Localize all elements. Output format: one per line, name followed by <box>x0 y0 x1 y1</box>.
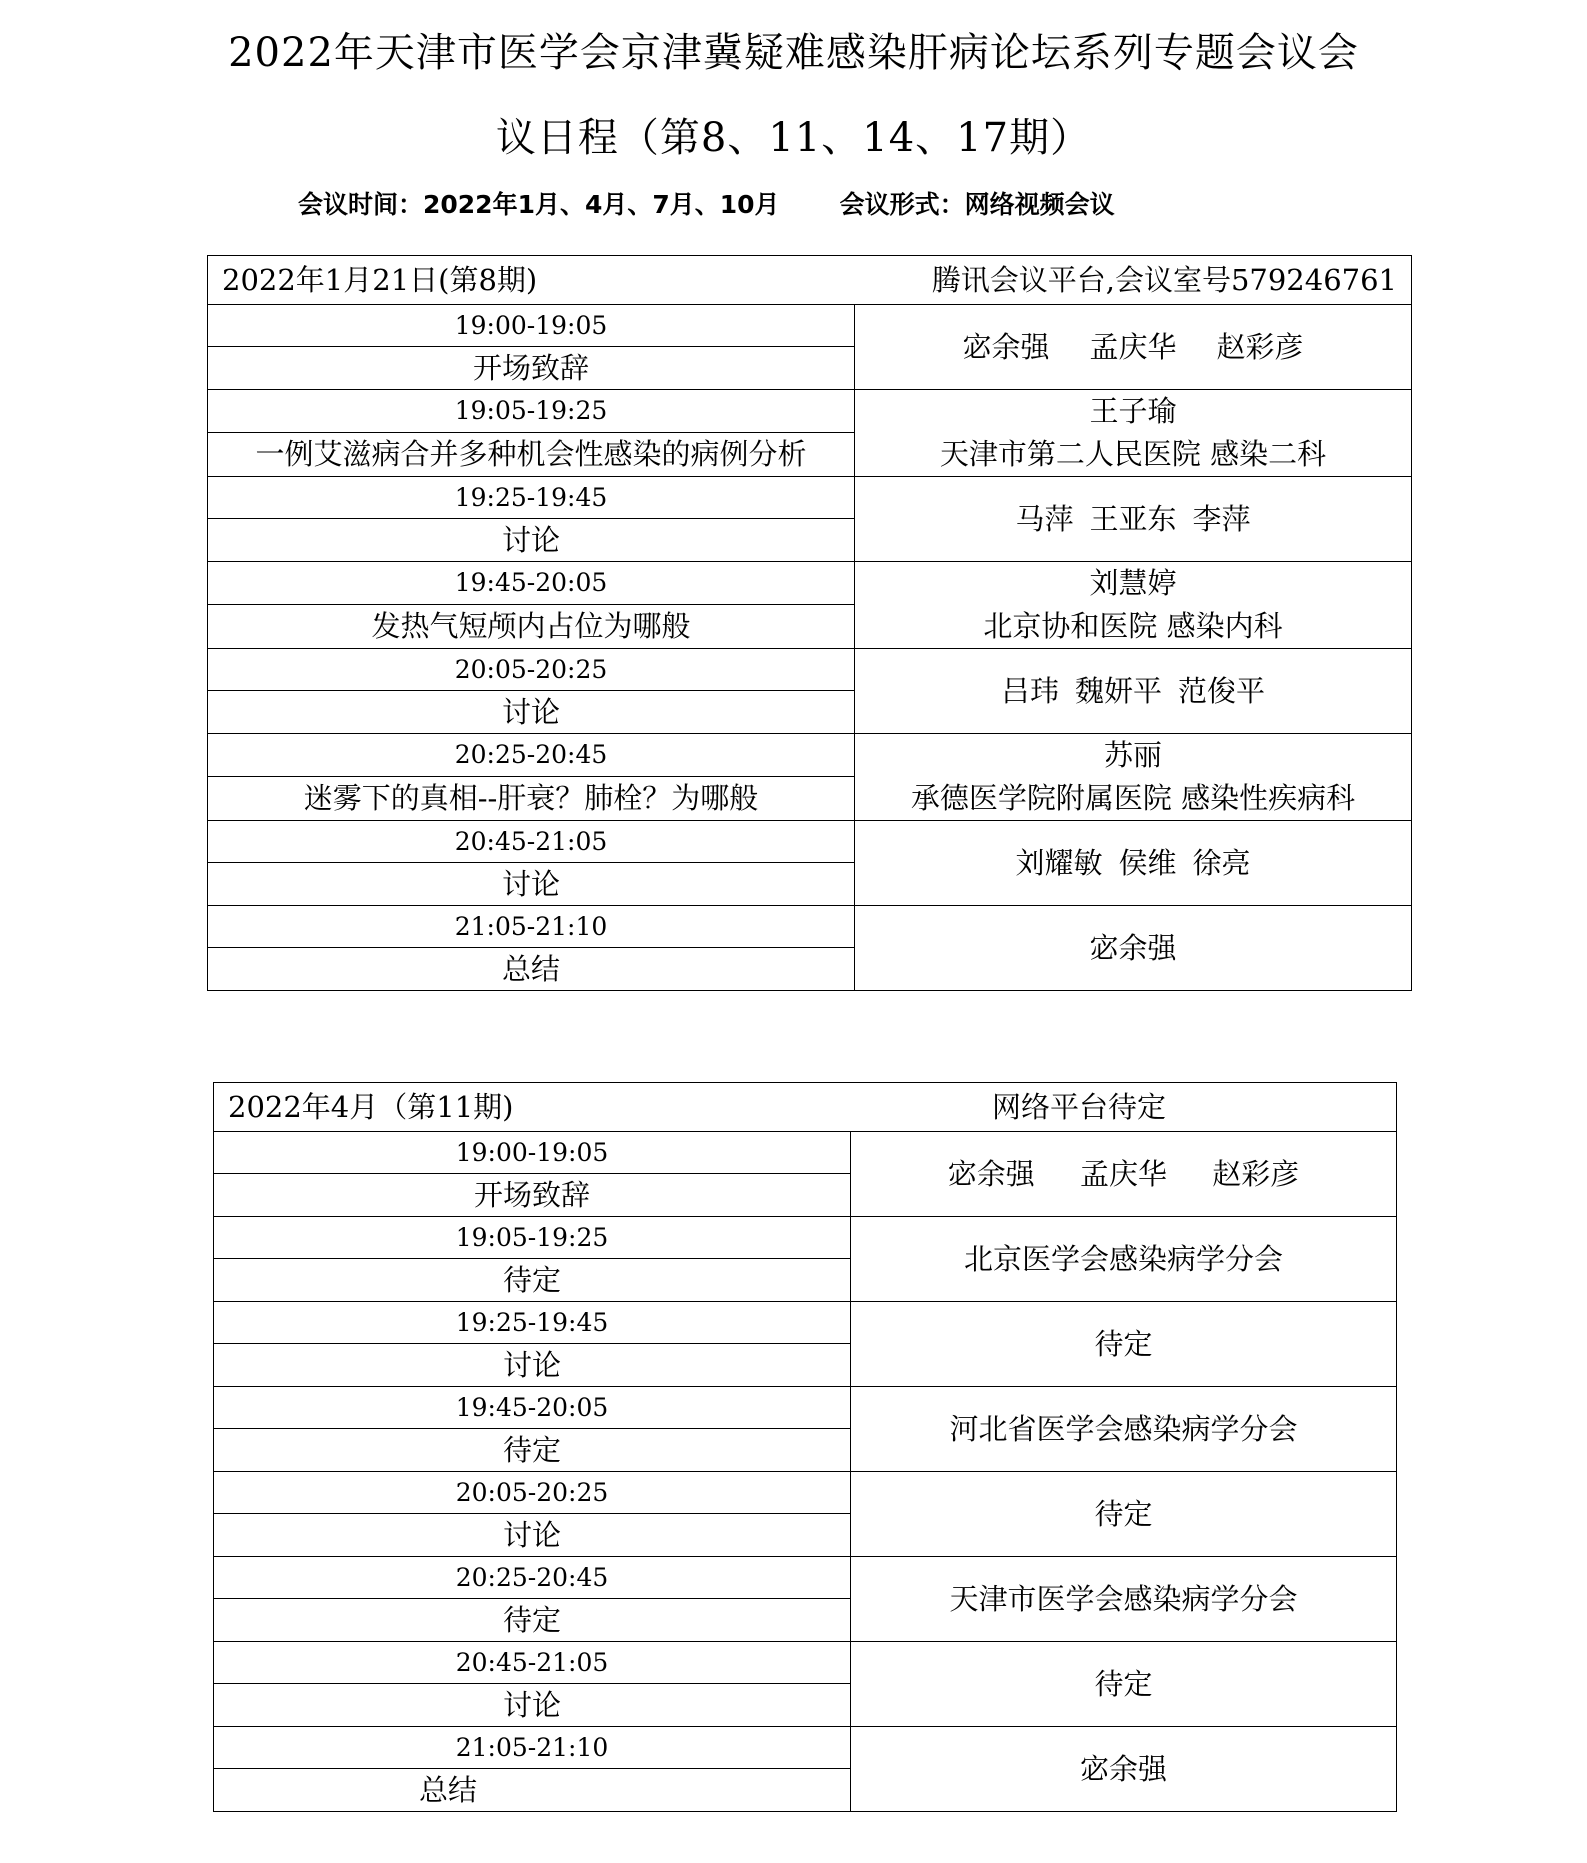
meeting-time: 会议时间：2022年1月、4月、7月、10月 <box>298 190 780 219</box>
page-title-line2: 议日程（第8、11、14、17期） <box>495 115 1092 161</box>
page-title-line1: 2022年天津市医学会京津冀疑难感染肝病论坛系列专题会议会 <box>228 30 1359 76</box>
speaker-affiliation: 天津市第二人民医院 感染二科 <box>939 437 1327 471</box>
speaker-affiliation: 承德医学院附属医院 感染性疾病科 <box>910 781 1356 815</box>
time-cell: 19:05-19:25 <box>208 390 855 433</box>
session8-platform: 腾讯会议平台,会议室号579246761 <box>931 263 1398 297</box>
speaker-name: 李萍 <box>1192 501 1251 536</box>
speaker-name: 王子瑜 <box>1089 394 1177 428</box>
table-row <box>208 649 1412 691</box>
topic-cell: 讨论 <box>214 1344 851 1387</box>
speaker-cell: 河北省医学会感染病学分会 <box>851 1387 1397 1472</box>
topic-cell: 一例艾滋病合并多种机会性感染的病例分析 <box>208 432 855 476</box>
session8-date: 2022年1月21日(第8期) <box>222 263 538 297</box>
time-cell: 20:45-21:05 <box>208 821 855 863</box>
table-row <box>214 1132 1397 1174</box>
topic-cell: 待定 <box>214 1599 851 1642</box>
time-cell: 21:05-21:10 <box>208 906 855 948</box>
speaker-name: 赵彩彦 <box>1216 329 1304 364</box>
session11-date: 2022年4月（第11期) <box>228 1090 514 1124</box>
speaker-name: 侯维 <box>1118 845 1177 880</box>
topic-cell: 迷雾下的真相--肝衰？肺栓？为哪般 <box>208 776 855 820</box>
speaker-cell <box>855 649 1412 734</box>
table-row <box>214 1727 1397 1769</box>
table-row <box>208 562 1412 605</box>
topic-cell: 讨论 <box>208 863 855 906</box>
speaker-name: 徐亮 <box>1192 845 1251 880</box>
time-cell: 19:45-20:05 <box>214 1387 851 1429</box>
time-cell: 19:05-19:25 <box>214 1217 851 1259</box>
speaker-name: 宓余强 <box>1089 930 1177 965</box>
meeting-format: 会议形式：网络视频会议 <box>839 190 1115 219</box>
speaker-cell: 宓余强 孟庆华 赵彩彦 <box>851 1132 1397 1217</box>
topic-cell: 讨论 <box>208 519 855 562</box>
speaker-name: 刘耀敏 <box>1015 845 1103 880</box>
session11-schedule-table <box>213 1082 1397 1812</box>
table-row <box>214 1472 1397 1514</box>
session8-schedule-table <box>207 255 1412 991</box>
session11-platform: 网络平台待定 <box>992 1090 1167 1124</box>
speaker-cell <box>855 477 1412 562</box>
session11-header <box>214 1083 1397 1132</box>
table-row <box>214 1642 1397 1684</box>
speaker-cell <box>855 562 1412 649</box>
table-row <box>214 1217 1397 1259</box>
topic-cell: 讨论 <box>214 1514 851 1557</box>
time-cell: 20:45-21:05 <box>214 1642 851 1684</box>
table-row <box>208 906 1412 948</box>
speaker-name: 刘慧婷 <box>1089 566 1177 600</box>
time-cell: 21:05-21:10 <box>214 1727 851 1769</box>
speaker-name: 范俊平 <box>1178 673 1266 708</box>
topic-cell: 开场致辞 <box>214 1174 851 1217</box>
speaker-cell <box>855 821 1412 906</box>
time-cell: 20:05-20:25 <box>208 649 855 691</box>
topic-cell: 开场致辞 <box>208 347 855 390</box>
topic-cell: 总结 <box>214 1769 851 1812</box>
time-cell: 19:25-19:45 <box>208 477 855 519</box>
time-cell: 19:25-19:45 <box>214 1302 851 1344</box>
topic-cell: 总结 <box>208 948 855 991</box>
speaker-name: 孟庆华 <box>1089 329 1177 364</box>
speaker-cell: 待定 <box>851 1472 1397 1557</box>
meeting-info <box>298 188 1115 222</box>
time-cell: 20:05-20:25 <box>214 1472 851 1514</box>
session8-header <box>208 256 1412 305</box>
speaker-cell: 待定 <box>851 1302 1397 1387</box>
topic-cell: 待定 <box>214 1429 851 1472</box>
speaker-cell: 宓余强 <box>851 1727 1397 1812</box>
topic-cell: 发热气短颅内占位为哪般 <box>208 604 855 648</box>
topic-cell: 待定 <box>214 1259 851 1302</box>
speaker-cell <box>855 906 1412 991</box>
time-cell: 20:25-20:45 <box>214 1557 851 1599</box>
table-row <box>214 1302 1397 1344</box>
time-cell: 19:45-20:05 <box>208 562 855 605</box>
topic-cell: 讨论 <box>214 1684 851 1727</box>
speaker-name: 吕玮 <box>1000 673 1059 708</box>
speaker-cell: 待定 <box>851 1642 1397 1727</box>
speaker-cell <box>855 734 1412 821</box>
speaker-name: 魏妍平 <box>1075 673 1163 708</box>
speaker-cell: 北京医学会感染病学分会 <box>851 1217 1397 1302</box>
speaker-name: 王亚东 <box>1089 501 1177 536</box>
table-row <box>208 734 1412 777</box>
time-cell: 19:00-19:05 <box>208 305 855 347</box>
speaker-affiliation: 北京协和医院 感染内科 <box>983 609 1283 643</box>
table-row <box>208 390 1412 433</box>
table-row <box>208 821 1412 863</box>
table-row <box>208 477 1412 519</box>
speaker-cell <box>855 390 1412 477</box>
speaker-name: 宓余强 <box>962 329 1050 364</box>
speaker-name: 苏丽 <box>1104 738 1163 772</box>
table-row <box>208 305 1412 347</box>
speaker-name: 马萍 <box>1015 501 1074 536</box>
time-cell: 20:25-20:45 <box>208 734 855 777</box>
time-cell: 19:00-19:05 <box>214 1132 851 1174</box>
speaker-cell: 天津市医学会感染病学分会 <box>851 1557 1397 1642</box>
speaker-cell <box>855 305 1412 390</box>
table-row <box>214 1557 1397 1599</box>
topic-cell: 讨论 <box>208 691 855 734</box>
table-row <box>214 1387 1397 1429</box>
